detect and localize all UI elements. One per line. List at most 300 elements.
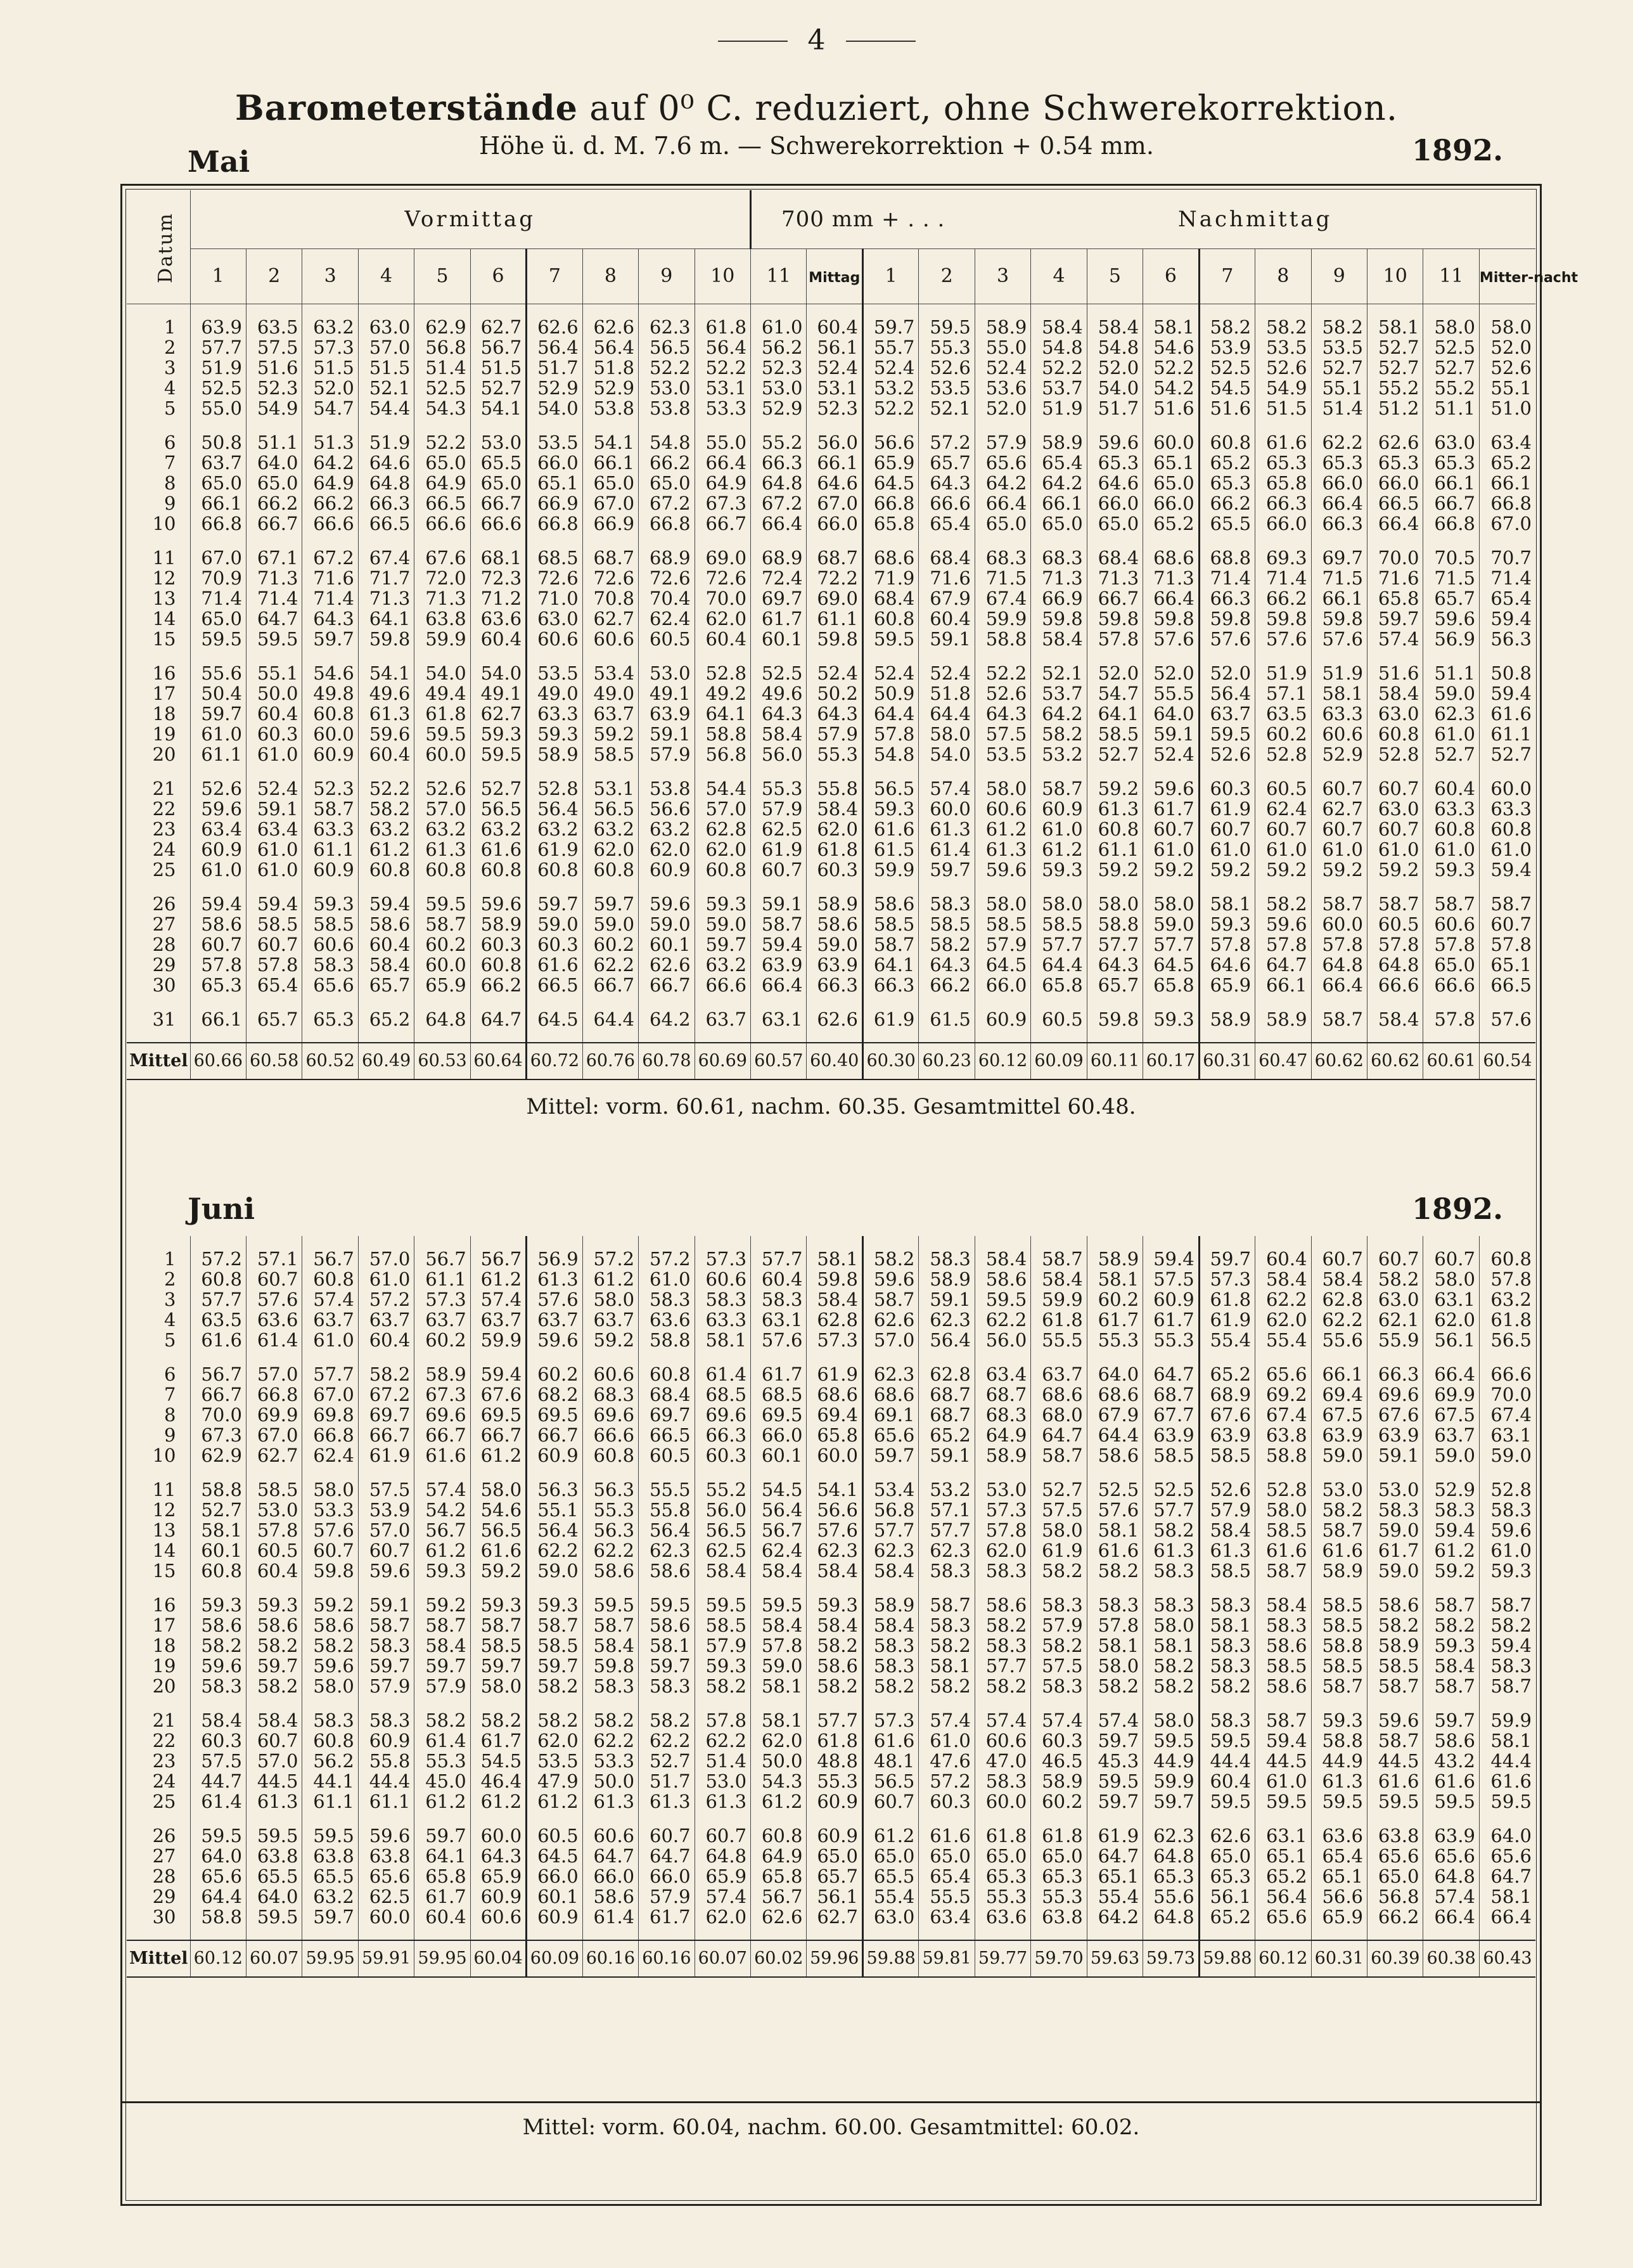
value-cell: 62.3 xyxy=(639,1540,695,1561)
value-cell: 52.4 xyxy=(1143,744,1199,764)
value-cell: 52.9 xyxy=(751,398,807,418)
value-cell: 51.5 xyxy=(358,358,414,378)
value-cell: 67.3 xyxy=(201,1424,242,1446)
value-cell: 60.8 xyxy=(1479,1249,1535,1269)
value-cell: 58.3 xyxy=(1255,1615,1311,1635)
value-cell: 59.7 xyxy=(1143,1791,1199,1812)
value-cell: 58.5 xyxy=(1199,1561,1255,1581)
value-cell: 58.2 xyxy=(201,1635,242,1656)
value-cell: 58.3 xyxy=(639,1289,695,1310)
value-cell: 60.8 xyxy=(751,1826,807,1846)
header-mittag-label: Mittag xyxy=(809,270,861,286)
datum-cell: 5 xyxy=(127,398,190,418)
value-cell: 59.3 xyxy=(1311,1710,1367,1730)
value-cell: 58.2 xyxy=(527,1710,582,1730)
spacer-row xyxy=(127,1236,1535,1249)
value-cell: 68.8 xyxy=(1199,548,1255,568)
mittel-value: 59.91 xyxy=(358,1940,414,1977)
value-cell: 56.7 xyxy=(751,1886,807,1907)
table-row xyxy=(127,1269,1535,1289)
value-cell: 57.5 xyxy=(246,337,302,358)
mittel-value: 59.95 xyxy=(302,1940,358,1977)
value-cell: 66.8 xyxy=(862,493,918,513)
value-cell: 61.5 xyxy=(919,1009,975,1029)
value-cell: 60.9 xyxy=(302,744,358,764)
value-cell: 44.1 xyxy=(302,1771,358,1791)
mittel-value: 60.23 xyxy=(919,1043,975,1079)
value-cell: 62.2 xyxy=(582,1730,638,1751)
value-cell: 53.8 xyxy=(639,778,695,799)
value-cell: 67.0 xyxy=(302,1384,358,1405)
header-pm-4-label: 4 xyxy=(1053,265,1065,287)
value-cell: 54.0 xyxy=(1087,378,1143,398)
value-cell: 67.4 xyxy=(975,588,1030,609)
mittel-value: 60.02 xyxy=(751,1940,807,1977)
value-cell: 54.3 xyxy=(414,398,470,418)
value-cell: 67.1 xyxy=(246,548,302,568)
value-cell: 60.4 xyxy=(1199,1771,1255,1791)
value-cell: 60.4 xyxy=(414,1907,470,1927)
value-cell: 68.5 xyxy=(751,1384,807,1405)
value-cell: 51.9 xyxy=(1031,398,1087,418)
value-cell: 56.8 xyxy=(695,744,750,764)
value-cell: 60.7 xyxy=(1423,1249,1479,1269)
value-cell: 57.2 xyxy=(358,1289,414,1310)
value-cell: 59.4 xyxy=(1479,860,1535,880)
value-cell: 60.4 xyxy=(358,744,414,764)
mittel-value: 60.53 xyxy=(414,1043,470,1079)
value-cell: 71.3 xyxy=(1031,568,1087,588)
value-cell: 72.6 xyxy=(527,568,582,588)
value-cell: 62.0 xyxy=(695,609,750,629)
value-cell: 55.3 xyxy=(1087,1330,1143,1350)
value-cell: 58.2 xyxy=(1255,894,1311,914)
value-cell: 57.4 xyxy=(414,1479,470,1500)
datum-cell: 10 xyxy=(127,513,190,534)
value-cell: 58.8 xyxy=(1255,1445,1311,1466)
value-cell: 58.7 xyxy=(1255,1710,1311,1730)
value-cell: 60.7 xyxy=(358,1540,414,1561)
value-cell: 72.2 xyxy=(807,568,862,588)
value-cell: 61.9 xyxy=(1087,1826,1143,1846)
value-cell: 52.6 xyxy=(1199,744,1255,764)
value-cell: 66.1 xyxy=(1031,493,1087,513)
value-cell: 59.6 xyxy=(201,1655,242,1677)
value-cell: 58.9 xyxy=(862,1595,918,1615)
value-cell: 66.2 xyxy=(919,975,975,995)
value-cell: 64.4 xyxy=(862,704,918,724)
value-cell: 62.0 xyxy=(751,1730,807,1751)
value-cell: 64.1 xyxy=(1087,704,1143,724)
table-row xyxy=(127,513,1535,534)
value-cell: 58.1 xyxy=(1087,1520,1143,1540)
value-cell: 60.7 xyxy=(1479,914,1535,934)
value-cell: 65.0 xyxy=(201,608,242,629)
value-cell: 65.9 xyxy=(862,453,918,473)
datum-cell: 16 xyxy=(127,1595,190,1615)
value-cell: 57.7 xyxy=(1143,1500,1199,1520)
value-cell: 58.3 xyxy=(1143,1595,1199,1615)
value-cell: 61.0 xyxy=(1311,839,1367,860)
value-cell: 62.0 xyxy=(1255,1310,1311,1330)
value-cell: 64.7 xyxy=(1479,1866,1535,1886)
table-row xyxy=(127,1405,1535,1425)
value-cell: 59.7 xyxy=(1367,609,1423,629)
value-cell: 71.6 xyxy=(919,568,975,588)
value-cell: 55.8 xyxy=(807,778,862,799)
value-cell: 57.9 xyxy=(639,744,695,764)
value-cell: 57.2 xyxy=(919,1771,975,1791)
value-cell: 59.2 xyxy=(582,724,638,744)
value-cell: 59.8 xyxy=(1087,609,1143,629)
value-cell: 55.7 xyxy=(862,337,918,358)
value-cell: 59.5 xyxy=(414,724,470,744)
value-cell: 52.7 xyxy=(1087,744,1143,764)
value-cell: 58.4 xyxy=(862,1615,918,1635)
value-cell: 58.7 xyxy=(1479,894,1535,914)
value-cell: 57.6 xyxy=(751,1330,807,1350)
value-cell: 58.3 xyxy=(919,894,975,914)
value-cell: 57.9 xyxy=(975,934,1030,955)
value-cell: 58.3 xyxy=(919,1561,975,1581)
value-cell: 58.3 xyxy=(695,1289,750,1310)
value-cell: 58.3 xyxy=(919,1249,975,1269)
value-cell: 64.3 xyxy=(975,704,1030,724)
value-cell: 58.0 xyxy=(582,1289,638,1310)
value-cell: 65.7 xyxy=(807,1866,862,1886)
value-cell: 58.1 xyxy=(751,1710,807,1730)
value-cell: 61.0 xyxy=(919,1730,975,1751)
value-cell: 72.6 xyxy=(695,568,750,588)
value-cell: 63.7 xyxy=(201,452,242,474)
value-cell: 46.5 xyxy=(1031,1751,1087,1771)
value-cell: 49.8 xyxy=(302,683,358,704)
value-cell: 58.3 xyxy=(1423,1500,1479,1520)
value-cell: 63.9 xyxy=(807,955,862,975)
value-cell: 58.4 xyxy=(1367,1009,1423,1029)
value-cell: 53.3 xyxy=(582,1751,638,1771)
value-cell: 61.9 xyxy=(807,1364,862,1384)
value-cell: 59.2 xyxy=(1087,860,1143,880)
value-cell: 52.2 xyxy=(358,778,414,799)
value-cell: 71.2 xyxy=(470,588,526,609)
header-am-10-label: 10 xyxy=(710,265,735,287)
value-cell: 65.7 xyxy=(246,1009,302,1029)
value-cell: 63.1 xyxy=(1479,1425,1535,1445)
value-cell: 71.5 xyxy=(1311,568,1367,588)
value-cell: 60.7 xyxy=(1311,778,1367,799)
header-pm-7-label: 7 xyxy=(1221,265,1234,287)
value-cell: 57.7 xyxy=(302,1364,358,1384)
value-cell: 54.9 xyxy=(246,398,302,418)
value-cell: 58.3 xyxy=(1031,1595,1087,1615)
value-cell: 61.0 xyxy=(1479,1540,1535,1561)
value-cell: 57.2 xyxy=(582,1249,638,1269)
value-cell: 60.3 xyxy=(201,1730,242,1751)
group-gap xyxy=(127,764,1535,778)
value-cell: 52.6 xyxy=(1199,1479,1255,1500)
value-cell: 68.5 xyxy=(695,1384,750,1405)
value-cell: 63.6 xyxy=(1311,1826,1367,1846)
value-cell: 65.1 xyxy=(527,473,582,493)
value-cell: 65.9 xyxy=(414,975,470,995)
value-cell: 53.5 xyxy=(527,432,582,453)
value-cell: 59.7 xyxy=(1199,1249,1255,1269)
mittel-value: 60.07 xyxy=(695,1940,750,1977)
value-cell: 52.9 xyxy=(582,378,638,398)
value-cell: 58.3 xyxy=(1199,1656,1255,1676)
value-cell: 51.1 xyxy=(246,432,302,453)
value-cell: 59.7 xyxy=(246,1656,302,1676)
value-cell: 56.0 xyxy=(751,744,807,764)
value-cell: 64.5 xyxy=(527,1009,582,1029)
value-cell: 55.0 xyxy=(695,432,750,453)
value-cell: 58.7 xyxy=(1311,1009,1367,1029)
mittel-value: 60.61 xyxy=(1423,1043,1479,1079)
value-cell: 51.4 xyxy=(414,358,470,378)
value-cell: 68.7 xyxy=(919,1405,975,1425)
value-cell: 56.1 xyxy=(1423,1330,1479,1350)
datum-cell: 20 xyxy=(127,744,190,764)
value-cell: 66.3 xyxy=(862,975,918,995)
value-cell: 61.2 xyxy=(470,1791,526,1812)
value-cell: 59.5 xyxy=(414,894,470,914)
value-cell: 60.8 xyxy=(1423,819,1479,839)
value-cell: 66.5 xyxy=(1479,975,1535,995)
value-cell: 61.3 xyxy=(1311,1771,1367,1791)
value-cell: 58.6 xyxy=(975,1269,1030,1289)
value-cell: 64.4 xyxy=(1087,1425,1143,1445)
value-cell: 67.5 xyxy=(1423,1405,1479,1425)
value-cell: 69.9 xyxy=(1423,1384,1479,1405)
value-cell: 60.3 xyxy=(919,1791,975,1812)
value-cell: 59.5 xyxy=(862,629,918,649)
value-cell: 58.2 xyxy=(1311,317,1367,337)
value-cell: 66.6 xyxy=(302,513,358,534)
table-row xyxy=(127,398,1535,418)
value-cell: 58.5 xyxy=(527,1635,582,1656)
value-cell: 60.5 xyxy=(527,1826,582,1846)
value-cell: 49.0 xyxy=(527,683,582,704)
value-cell: 61.6 xyxy=(862,819,918,839)
mittel-value: 60.16 xyxy=(639,1940,695,1977)
value-cell: 59.6 xyxy=(1479,1520,1535,1540)
value-cell: 59.3 xyxy=(302,894,358,914)
value-cell: 57.7 xyxy=(201,1289,242,1310)
value-cell: 57.0 xyxy=(358,1249,414,1269)
value-cell: 67.9 xyxy=(1087,1405,1143,1425)
value-cell: 58.2 xyxy=(1031,1635,1087,1656)
value-cell: 68.9 xyxy=(639,548,695,568)
table-row xyxy=(127,1656,1535,1676)
value-cell: 60.7 xyxy=(1367,778,1423,799)
value-cell: 65.1 xyxy=(1479,955,1535,975)
value-cell: 58.5 xyxy=(470,1635,526,1656)
value-cell: 60.8 xyxy=(1199,432,1255,453)
value-cell: 52.3 xyxy=(751,358,807,378)
value-cell: 63.1 xyxy=(1255,1826,1311,1846)
value-cell: 52.4 xyxy=(862,358,918,378)
value-cell: 52.4 xyxy=(862,663,918,683)
value-cell: 58.7 xyxy=(751,914,807,934)
value-cell: 62.6 xyxy=(807,1009,862,1029)
value-cell: 52.7 xyxy=(470,378,526,398)
header-am-10 xyxy=(695,249,750,304)
value-cell: 53.5 xyxy=(1255,337,1311,358)
value-cell: 59.5 xyxy=(751,1595,807,1615)
value-cell: 60.9 xyxy=(1031,799,1087,819)
value-cell: 58.5 xyxy=(1143,1445,1199,1466)
value-cell: 60.5 xyxy=(639,629,695,649)
value-cell: 58.3 xyxy=(358,1710,414,1730)
value-cell: 57.2 xyxy=(201,1248,242,1270)
value-cell: 67.0 xyxy=(807,493,862,513)
value-cell: 64.2 xyxy=(1031,704,1087,724)
value-cell: 57.5 xyxy=(1031,1500,1087,1520)
mittel-value: 60.64 xyxy=(470,1043,526,1079)
table-row xyxy=(127,1846,1535,1866)
table-row xyxy=(127,1866,1535,1886)
value-cell: 58.6 xyxy=(862,894,918,914)
value-cell: 67.0 xyxy=(1479,513,1535,534)
value-cell: 58.2 xyxy=(1031,724,1087,744)
mittel-value: 60.17 xyxy=(1143,1043,1199,1079)
value-cell: 63.2 xyxy=(527,819,582,839)
value-cell: 60.0 xyxy=(358,1907,414,1927)
value-cell: 71.3 xyxy=(246,568,302,588)
header-pm-8-label: 8 xyxy=(1277,265,1290,287)
value-cell: 61.3 xyxy=(919,819,975,839)
value-cell: 64.2 xyxy=(1031,473,1087,493)
value-cell: 58.3 xyxy=(975,1771,1030,1791)
value-cell: 60.0 xyxy=(975,1791,1030,1812)
datum-cell: 21 xyxy=(127,778,190,799)
value-cell: 56.2 xyxy=(302,1751,358,1771)
value-cell: 56.4 xyxy=(751,1500,807,1520)
value-cell: 58.7 xyxy=(1479,1595,1535,1615)
value-cell: 63.9 xyxy=(751,955,807,975)
value-cell: 67.6 xyxy=(414,548,470,568)
value-cell: 61.9 xyxy=(862,1009,918,1029)
value-cell: 56.7 xyxy=(302,1249,358,1269)
value-cell: 69.1 xyxy=(862,1405,918,1425)
value-cell: 65.0 xyxy=(639,473,695,493)
value-cell: 69.7 xyxy=(358,1405,414,1425)
value-cell: 64.8 xyxy=(1143,1907,1199,1927)
value-cell: 63.0 xyxy=(1367,704,1423,724)
value-cell: 57.8 xyxy=(1479,1269,1535,1289)
value-cell: 62.7 xyxy=(582,609,638,629)
table-row xyxy=(127,1520,1535,1540)
value-cell: 49.6 xyxy=(358,683,414,704)
value-cell: 61.2 xyxy=(582,1269,638,1289)
value-cell: 60.9 xyxy=(302,860,358,880)
value-cell: 64.2 xyxy=(1087,1907,1143,1927)
value-cell: 69.8 xyxy=(302,1405,358,1425)
mittel-value: 60.09 xyxy=(1031,1043,1087,1079)
value-cell: 59.7 xyxy=(302,1907,358,1927)
value-cell: 68.7 xyxy=(975,1384,1030,1405)
value-cell: 60.4 xyxy=(358,1330,414,1350)
value-cell: 61.1 xyxy=(358,1791,414,1812)
value-cell: 59.6 xyxy=(975,860,1030,880)
value-cell: 51.7 xyxy=(639,1771,695,1791)
value-cell: 64.6 xyxy=(358,453,414,473)
value-cell: 61.6 xyxy=(470,1540,526,1561)
value-cell: 60.3 xyxy=(1199,778,1255,799)
value-cell: 60.0 xyxy=(470,1826,526,1846)
header-mitternacht xyxy=(1479,249,1579,304)
header-pm-2 xyxy=(919,249,975,304)
value-cell: 60.6 xyxy=(695,1269,750,1289)
value-cell: 59.7 xyxy=(414,1826,470,1846)
datum-cell: 13 xyxy=(127,1520,190,1540)
value-cell: 58.4 xyxy=(751,1615,807,1635)
value-cell: 65.3 xyxy=(1031,1866,1087,1886)
value-cell: 64.6 xyxy=(1087,473,1143,493)
value-cell: 59.0 xyxy=(751,1656,807,1676)
value-cell: 56.4 xyxy=(639,1520,695,1540)
datum-cell: 2 xyxy=(127,337,190,358)
value-cell: 55.6 xyxy=(1311,1330,1367,1350)
value-cell: 64.8 xyxy=(358,473,414,493)
value-cell: 63.7 xyxy=(695,1009,750,1029)
value-cell: 56.1 xyxy=(807,337,862,358)
datum-cell: 25 xyxy=(127,1791,190,1812)
value-cell: 63.2 xyxy=(302,1886,358,1907)
value-cell: 59.2 xyxy=(1143,860,1199,880)
value-cell: 63.4 xyxy=(201,818,242,840)
value-cell: 63.0 xyxy=(1423,432,1479,453)
value-cell: 67.0 xyxy=(201,547,242,569)
value-cell: 58.7 xyxy=(1423,894,1479,914)
value-cell: 47.9 xyxy=(527,1771,582,1791)
datum-cell: 7 xyxy=(127,1384,190,1405)
datum-cell: 9 xyxy=(127,493,190,513)
value-cell: 54.3 xyxy=(751,1771,807,1791)
value-cell: 62.6 xyxy=(1199,1826,1255,1846)
value-cell: 58.4 xyxy=(751,1561,807,1581)
value-cell: 53.8 xyxy=(582,398,638,418)
header-am-2 xyxy=(246,249,302,304)
value-cell: 63.3 xyxy=(695,1310,750,1330)
value-cell: 61.0 xyxy=(201,723,242,745)
value-cell: 66.0 xyxy=(1367,473,1423,493)
value-cell: 60.0 xyxy=(302,724,358,744)
value-cell: 57.7 xyxy=(919,1520,975,1540)
value-cell: 58.1 xyxy=(201,1519,242,1541)
value-cell: 59.6 xyxy=(527,1330,582,1350)
value-cell: 67.2 xyxy=(358,1384,414,1405)
value-cell: 58.4 xyxy=(414,1635,470,1656)
group-gap xyxy=(127,534,1535,548)
table-june xyxy=(127,1236,1535,1978)
value-cell: 58.9 xyxy=(1367,1635,1423,1656)
value-cell: 63.8 xyxy=(414,609,470,629)
table-row xyxy=(127,432,1535,453)
value-cell: 65.0 xyxy=(807,1846,862,1866)
value-cell: 65.3 xyxy=(1143,1866,1199,1886)
value-cell: 65.8 xyxy=(1031,975,1087,995)
value-cell: 60.8 xyxy=(582,1445,638,1466)
datum-cell: 22 xyxy=(127,1730,190,1751)
value-cell: 53.2 xyxy=(919,1479,975,1500)
value-cell: 50.0 xyxy=(751,1751,807,1771)
value-cell: 64.8 xyxy=(1143,1846,1199,1866)
table-row xyxy=(127,1500,1535,1520)
value-cell: 72.0 xyxy=(414,568,470,588)
value-cell: 58.5 xyxy=(1311,1615,1367,1635)
